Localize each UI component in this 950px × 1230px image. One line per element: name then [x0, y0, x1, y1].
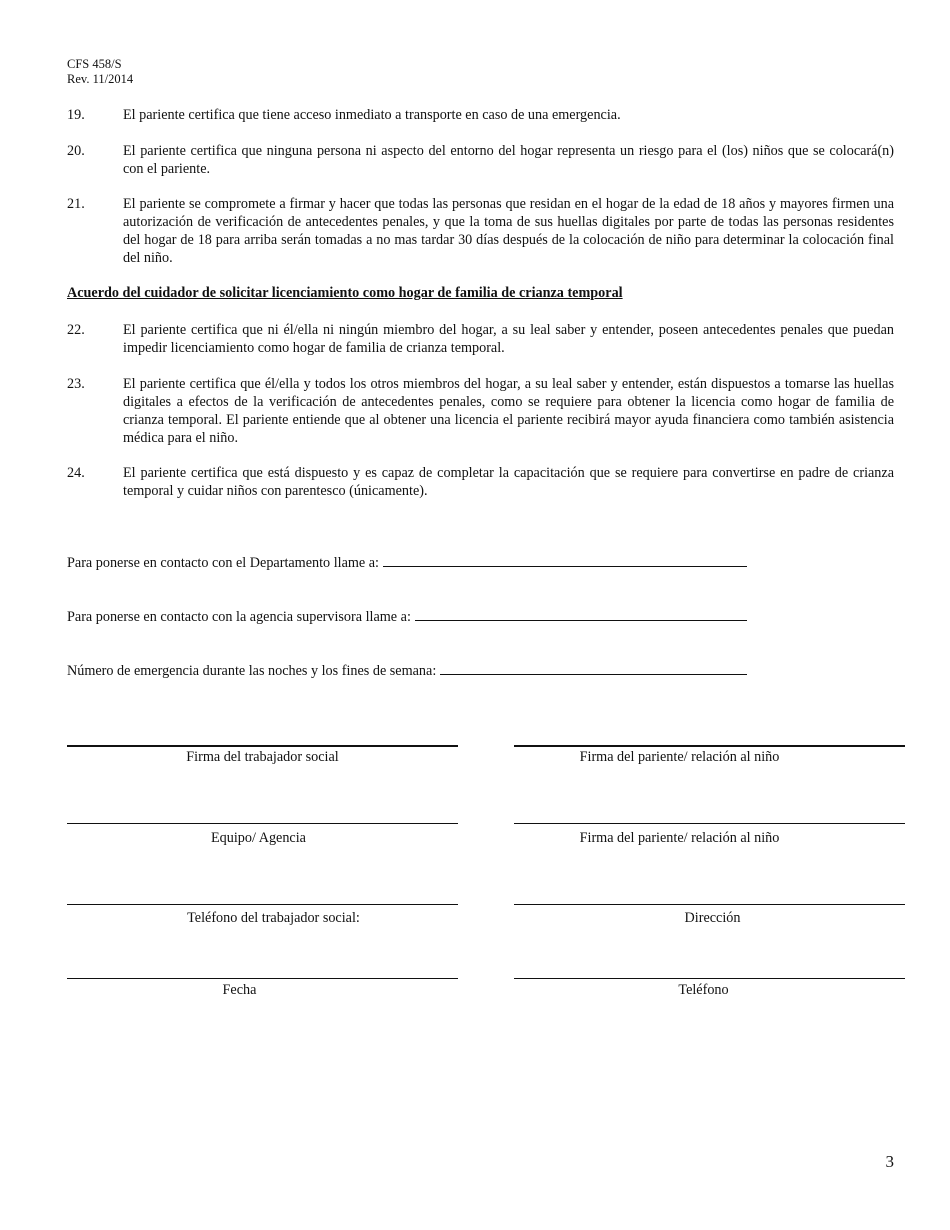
- list-item: [67, 321, 894, 357]
- item-text: El pariente certifica que ni él/ella ni ningún miembro del hogar, a su leal saber y entender, poseen antecedentes penales que puedan impedir licenciamiento como hogar de familia de crianza temporal.: [123, 322, 894, 356]
- department-contact-field: [67, 552, 747, 572]
- team-agency-label: Equipo/ Agencia: [211, 830, 306, 846]
- social-worker-signature-line[interactable]: [67, 745, 458, 747]
- agency-phone-line[interactable]: [415, 606, 747, 621]
- item-number: 21.: [67, 196, 85, 212]
- page-number: 3: [885, 1152, 894, 1171]
- list-item: [67, 195, 894, 267]
- item-number: 22.: [67, 322, 85, 338]
- relative-signature-label-1: Firma del pariente/ relación al niño: [579, 749, 780, 765]
- item-text: El pariente certifica que está dispuesto y es capaz de completar la capacitación que se requiere para convertirse en padre de crianza temporal y cuidar niños con parentesco (únicamente).: [123, 465, 894, 499]
- list-item: [67, 106, 894, 124]
- relative-signature-line-1[interactable]: [514, 745, 905, 747]
- phone-line[interactable]: [514, 978, 905, 979]
- item-number: 19.: [67, 107, 85, 123]
- social-worker-signature-label: Firma del trabajador social: [186, 749, 339, 765]
- list-item: [67, 375, 894, 447]
- item-number: 20.: [67, 143, 85, 159]
- item-number: 24.: [67, 465, 85, 481]
- emergency-contact-label: Número de emergencia durante las noches y los fines de semana:: [67, 663, 437, 679]
- address-line[interactable]: [514, 904, 905, 905]
- agency-contact-label: Para ponerse en contacto con la agencia supervisora llame a:: [67, 609, 411, 625]
- department-contact-label: Para ponerse en contacto con el Departamento llame a:: [67, 555, 379, 571]
- form-number: CFS 458/S: [67, 57, 122, 71]
- agency-contact-field: [67, 606, 747, 626]
- form-revision: Rev. 11/2014: [67, 72, 134, 86]
- list-item: [67, 142, 894, 178]
- social-worker-phone-label: Teléfono del trabajador social:: [187, 910, 360, 926]
- item-text: El pariente certifica que tiene acceso inmediato a transporte en caso de una emergencia.: [123, 107, 621, 123]
- list-item: [67, 464, 894, 500]
- section-title: Acuerdo del cuidador de solicitar licenciamiento como hogar de familia de crianza temporal: [67, 285, 623, 301]
- item-text: El pariente certifica que ninguna persona ni aspecto del entorno del hogar representa un riesgo para el (los) niños que se colocará(n) con el pariente.: [123, 143, 894, 177]
- relative-signature-label-2: Firma del pariente/ relación al niño: [579, 830, 780, 846]
- relative-signature-line-2[interactable]: [514, 823, 905, 824]
- item-text: El pariente se compromete a firmar y hacer que todas las personas que residan en el hogar de la edad de 18 años y mayores firmen una autorización de verificación de antecedentes penales, y que la toma de sus huellas digitales por parte de todas las personas residentes del hogar de 18 para arriba serán tomadas a no mas tardar 30 días después de la colocación de niño para determinar la colocación final del niño.: [123, 196, 894, 266]
- date-line[interactable]: [67, 978, 458, 979]
- address-label: Dirección: [684, 910, 741, 926]
- emergency-phone-line[interactable]: [440, 660, 747, 675]
- department-phone-line[interactable]: [383, 552, 747, 567]
- phone-label: Teléfono: [678, 982, 729, 998]
- emergency-contact-field: [67, 660, 747, 680]
- item-number: 23.: [67, 376, 85, 392]
- item-text: El pariente certifica que él/ella y todos los otros miembros del hogar, a su leal saber y entender, están dispuestos a tomarse las huellas digitales a efectos de la verificación de antecedentes penales, como se requiere para obtener la licencia como hogar de familia de crianza temporal. El pariente entiende que al obtener una licencia el pariente recibirá mayor ayuda financiera como también asistencia médica para el niño.: [123, 376, 894, 446]
- social-worker-phone-line[interactable]: [67, 904, 458, 905]
- team-agency-line[interactable]: [67, 823, 458, 824]
- form-header: [67, 57, 133, 87]
- date-label: Fecha: [222, 982, 257, 998]
